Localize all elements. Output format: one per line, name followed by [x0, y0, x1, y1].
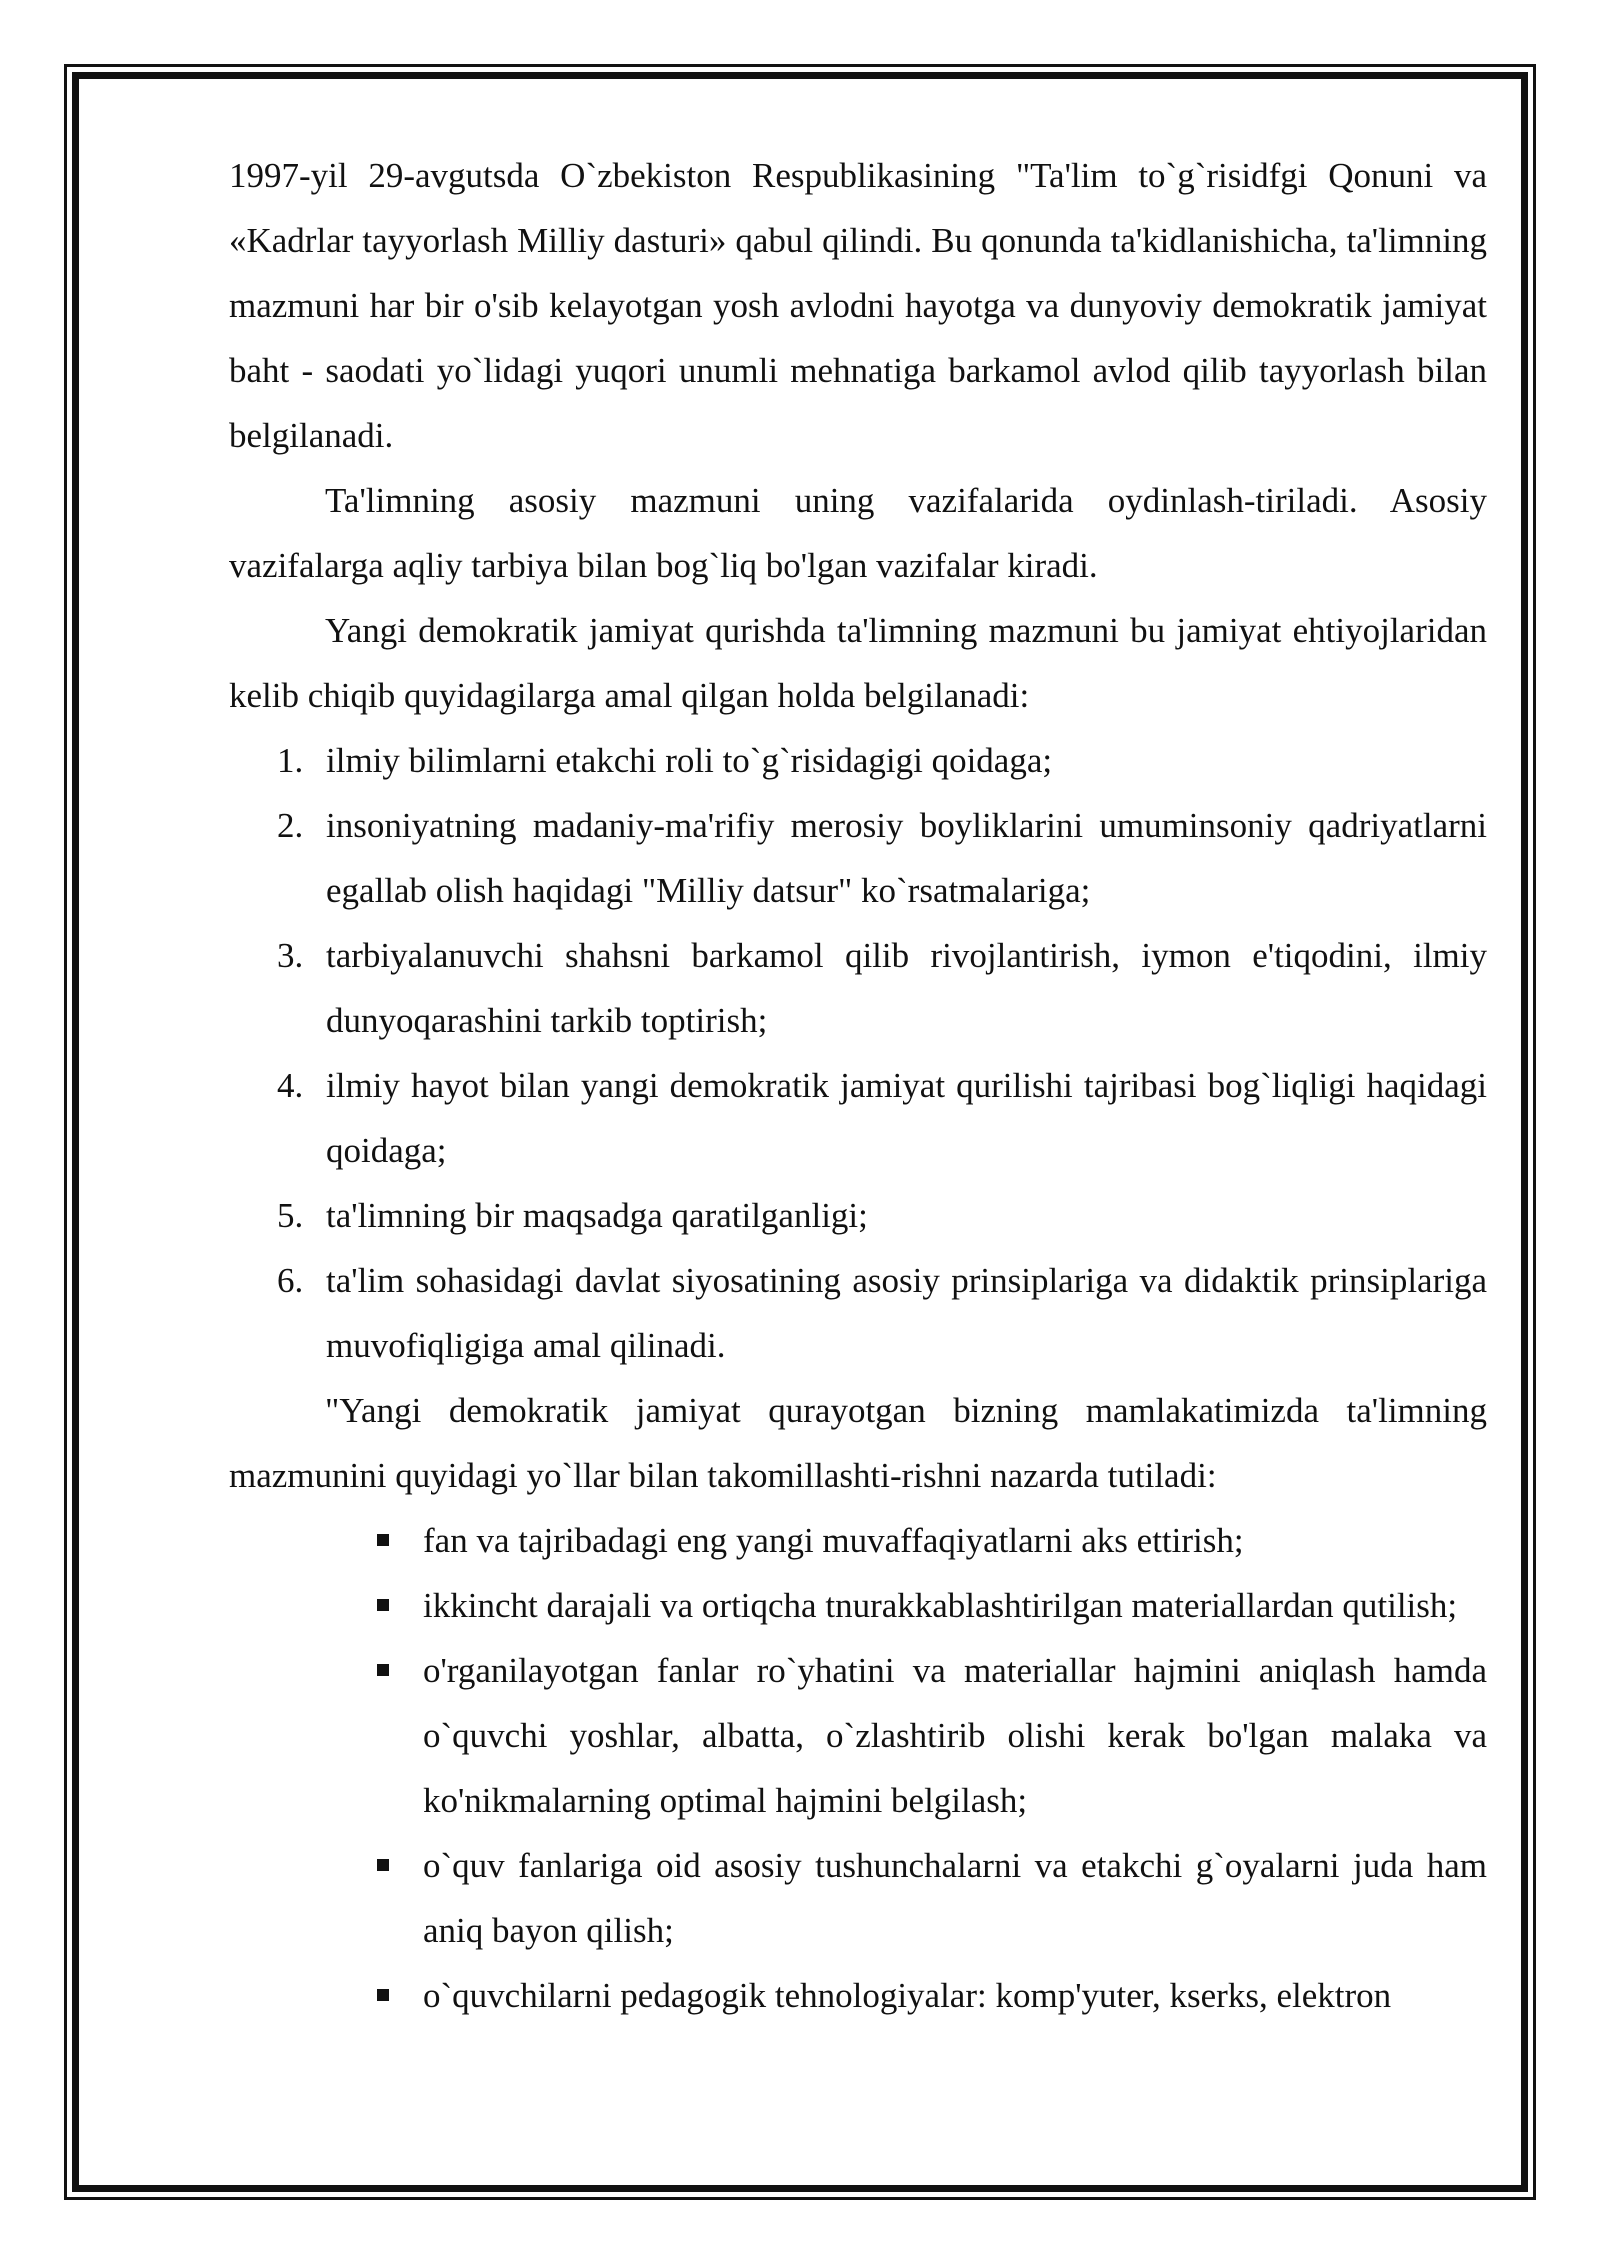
list-item [229, 1573, 1487, 1638]
improvement-bullet-list [229, 1508, 1487, 2028]
square-bullet-icon [377, 1534, 389, 1546]
list-item-text: ta'lim sohasidagi davlat siyosatining asosiy prinsiplariga va didaktik prinsiplariga muvofiqligiga amal qilinadi. [326, 1261, 1487, 1365]
list-item [229, 1508, 1487, 1573]
list-item [229, 1248, 1487, 1378]
list-item-text: ilmiy bilimlarni etakchi roli to`g`risidagigi qoidaga; [326, 741, 1053, 780]
list-number: 5. [277, 1196, 304, 1235]
list-item [229, 1833, 1487, 1963]
list-number: 1. [277, 741, 304, 780]
list-item-text: fan va tajribadagi eng yangi muvaffaqiyatlarni aks ettirish; [423, 1521, 1244, 1560]
paragraph-improvement-intro: "Yangi demokratik jamiyat qurayotgan bizning mamlakatimizda ta'limning mazmunini quyidagi yo`llar bilan takomillashti-rishni nazarda tutiladi: [229, 1391, 1487, 1495]
principles-numbered-list [229, 728, 1487, 1378]
list-number: 2. [277, 806, 304, 845]
paragraph-main-content: Ta'limning asosiy mazmuni uning vazifalarida oydinlash-tiriladi. Asosiy vazifalarga aqliy tarbiya bilan bog`liq bo'lgan vazifalar kiradi. [229, 481, 1487, 585]
list-item-text: insoniyatning madaniy-ma'rifiy merosiy boyliklarini umuminsoniy qadriyatlarni egallab olish haqidagi "Milliy datsur" ko`rsatmalariga; [326, 806, 1487, 910]
list-number: 3. [277, 936, 304, 975]
list-item-text: ikkincht darajali va ortiqcha tnurakkablashtirilgan materiallardan qutilish; [423, 1586, 1458, 1625]
list-item [229, 1638, 1487, 1833]
square-bullet-icon [377, 1859, 389, 1871]
list-item [229, 923, 1487, 1053]
list-item-text: ilmiy hayot bilan yangi demokratik jamiyat qurilishi tajribasi bog`liqligi haqidagi qoidaga; [326, 1066, 1487, 1170]
list-item [229, 1963, 1487, 2028]
paragraph-intro: 1997-yil 29-avgutsda O`zbekiston Respublikasining "Ta'lim to`g`risidfgi Qonuni va «Kadrlar tayyorlash Milliy dasturi» qabul qilindi. Bu qonunda ta'kidlanishicha, ta'limning mazmuni har bir o'sib kelayotgan yosh avlodni hayotga va dunyoviy demokratik jamiyat baht - saodati yo`lidagi yuqori unumli mehnatiga barkamol avlod qilib tayyorlash bilan belgilanadi. [229, 156, 1487, 455]
paragraph-principles-intro: Yangi demokratik jamiyat qurishda ta'limning mazmuni bu jamiyat ehtiyojlaridan kelib chiqib quyidagilarga amal qilgan holda belgilanadi: [229, 611, 1487, 715]
list-item [229, 793, 1487, 923]
list-item [229, 728, 1487, 793]
square-bullet-icon [377, 1989, 389, 2001]
list-item [229, 1183, 1487, 1248]
list-item [229, 1053, 1487, 1183]
document-body [229, 143, 1487, 2028]
list-number: 4. [277, 1066, 304, 1105]
list-item-text: tarbiyalanuvchi shahsni barkamol qilib rivojlantirish, iymon e'tiqodini, ilmiy dunyoqarashini tarkib toptirish; [326, 936, 1487, 1040]
list-item-text: o`quv fanlariga oid asosiy tushunchalarni va etakchi g`oyalarni juda ham aniq bayon qilish; [423, 1846, 1487, 1950]
square-bullet-icon [377, 1599, 389, 1611]
list-item-text: o'rganilayotgan fanlar ro`yhatini va materiallar hajmini aniqlash hamda o`quvchi yoshlar, albatta, o`zlashtirib olishi kerak bo'lgan malaka va ko'nikmalarning optimal hajmini belgilash; [423, 1651, 1487, 1820]
list-item-text: ta'limning bir maqsadga qaratilganligi; [326, 1196, 868, 1235]
list-number: 6. [277, 1261, 304, 1300]
list-item-text: o`quvchilarni pedagogik tehnologiyalar: komp'yuter, kserks, elektron [423, 1976, 1392, 2015]
square-bullet-icon [377, 1664, 389, 1676]
